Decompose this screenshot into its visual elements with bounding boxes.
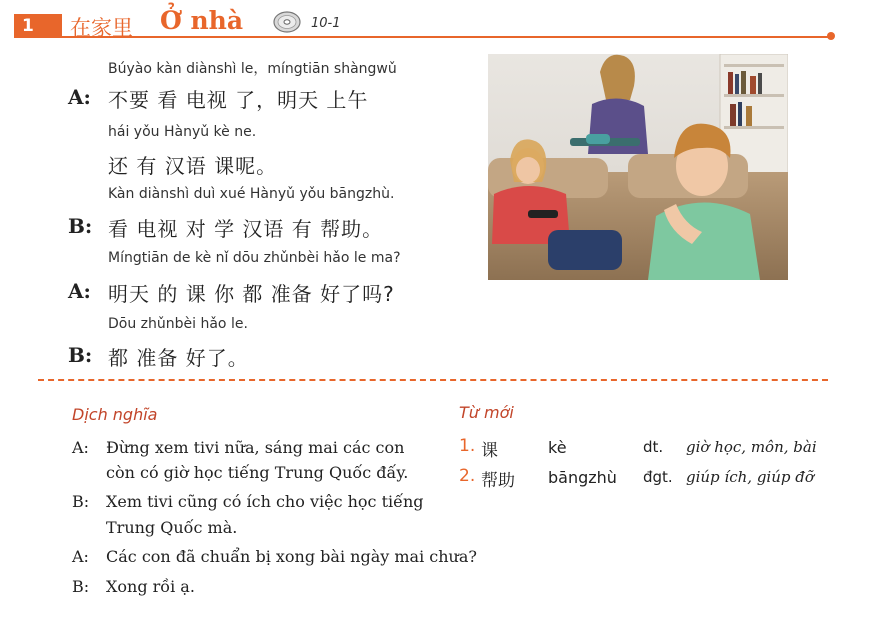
dialogue-pinyin-4: Míngtiān de kè nǐ dōu zhǔnbèi hǎo le ma? (108, 250, 401, 266)
header-rule-dot (827, 32, 835, 40)
translation-speaker-4: B: (72, 577, 90, 596)
translation-line-1b: còn có giờ học tiếng Trung Quốc đấy. (106, 463, 409, 482)
vocab-item-2-number: 2. (459, 466, 476, 486)
translation-speaker-2: B: (72, 492, 90, 511)
dialogue-hanzi-1: 不要 看 电视 了，明天 上午 (108, 88, 369, 112)
dialogue-speaker-3: B: (68, 214, 93, 238)
audio-track-number: 10-1 (311, 16, 341, 31)
dialogue-hanzi-5: 都 准备 好了。 (108, 346, 249, 370)
translation-speaker-3: A: (72, 547, 89, 566)
dialogue-speaker-1: A: (68, 85, 91, 109)
dialogue-pinyin-1: Búyào kàn diànshì le，míngtiān shàngwǔ (108, 61, 397, 77)
vocab-item-1-number: 1. (459, 436, 476, 456)
vocab-item-2-hanzi: 帮助 (481, 471, 515, 491)
translation-line-2a: Xem tivi cũng có ích cho việc học tiếng (106, 492, 424, 511)
vocab-item-1-pinyin: kè (548, 438, 567, 457)
lesson-number: 1 (14, 14, 62, 38)
header-rule (14, 36, 832, 38)
vocabulary-heading: Từ mới (459, 403, 514, 422)
dialogue-pinyin-5: Dōu zhǔnbèi hǎo le. (108, 316, 248, 332)
translation-speaker-1: A: (72, 438, 89, 457)
dialogue-hanzi-3: 看 电视 对 学 汉语 有 帮助。 (108, 217, 384, 241)
dialogue-pinyin-2: hái yǒu Hànyǔ kè ne. (108, 124, 257, 140)
family-living-room-photo (488, 54, 788, 280)
vocab-item-1-part-of-speech: dt. (643, 438, 664, 456)
dialogue-hanzi-4: 明天 的 课 你 都 准备 好了吗? (108, 282, 395, 306)
dialogue-speaker-4: A: (68, 279, 91, 303)
dialogue-pinyin-3: Kàn diànshì duì xué Hànyǔ yǒu bāngzhù. (108, 186, 395, 202)
vocab-item-1-meaning: giờ học, môn, bài (686, 438, 817, 456)
section-divider (38, 379, 828, 381)
vocab-item-1-hanzi: 课 (481, 441, 498, 461)
vocab-item-2-pinyin: bāngzhù (548, 468, 617, 487)
translation-line-3: Các con đã chuẩn bị xong bài ngày mai chưa? (106, 547, 477, 566)
translation-line-4: Xong rồi ạ. (106, 577, 195, 596)
translation-line-2b: Trung Quốc mà. (106, 518, 238, 537)
dialogue-hanzi-2: 还 有 汉语 课呢。 (108, 154, 278, 178)
vocab-item-2-part-of-speech: đgt. (643, 468, 673, 486)
lesson-title-vietnamese: Ở nhà (160, 6, 244, 35)
dialogue-speaker-5: B: (68, 343, 93, 367)
vocab-item-2-meaning: giúp ích, giúp đỡ (686, 468, 814, 486)
translation-line-1a: Đừng xem tivi nữa, sáng mai các con (106, 438, 405, 457)
audio-cd-icon[interactable] (272, 10, 302, 34)
lesson-title-chinese: 在家里 (70, 16, 133, 40)
translation-heading: Dịch nghĩa (72, 405, 158, 424)
